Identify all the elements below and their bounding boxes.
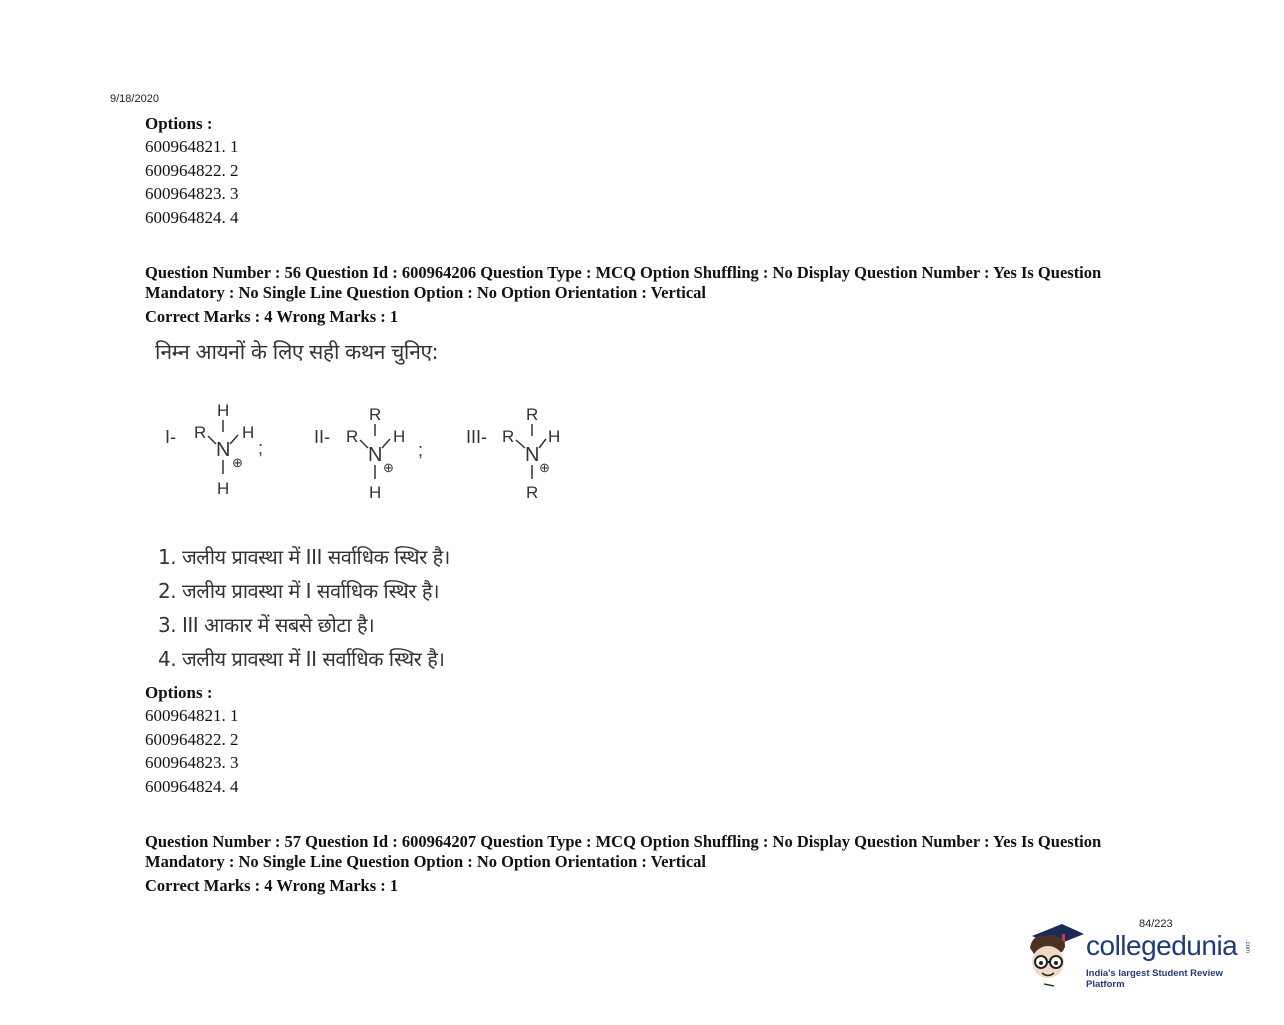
question-text: निम्न आयनों के लिए सही कथन चुनिए:	[155, 340, 439, 364]
q56-header-block	[145, 263, 1165, 327]
atom-bottom: H	[217, 479, 230, 498]
structure-label: II-	[314, 427, 330, 447]
atom-bottom: R	[526, 483, 539, 502]
structure-2	[314, 405, 423, 502]
charge-symbol: ⊕	[232, 455, 243, 470]
option-item: 600964822. 2	[145, 729, 239, 749]
option-item: 600964823. 3	[145, 184, 239, 204]
page-number: 84/223	[1139, 918, 1173, 930]
question-marks: Correct Marks : 4 Wrong Marks : 1	[145, 876, 399, 895]
atom-bottom: H	[369, 483, 382, 502]
collegedunia-logo	[1024, 918, 1264, 988]
charge-symbol: ⊕	[383, 460, 394, 475]
atom-center: N	[525, 444, 540, 466]
options-heading: Options :	[145, 683, 213, 702]
separator: ;	[418, 440, 424, 460]
option-item: 600964824. 4	[145, 777, 239, 797]
question-header-line1: Question Number : 57 Question Id : 600964207 Question Type : MCQ Option Shuffling : No Display Question Number : Yes Is Question	[145, 832, 1102, 851]
atom-top: R	[526, 405, 539, 424]
ammonium-structures-figure	[150, 398, 590, 508]
q56-options-block	[145, 682, 239, 799]
separator: ;	[258, 438, 264, 458]
question-header-line2: Mandatory : No Single Line Question Option : No Option Orientation : Vertical	[145, 852, 707, 871]
mascot-icon	[1024, 918, 1086, 988]
logo-tagline: India's largest Student Review Platform	[1086, 968, 1223, 990]
option-item: 600964824. 4	[145, 208, 239, 228]
atom-left: R	[194, 423, 207, 442]
q57-header-block	[145, 832, 1165, 896]
atom-left: R	[346, 427, 359, 446]
atom-top: H	[217, 401, 230, 420]
atom-top: R	[369, 405, 382, 424]
statement-item: 2. जलीय प्रावस्था में I सर्वाधिक स्थिर है।	[158, 579, 440, 603]
option-item: 600964821. 1	[145, 706, 239, 725]
structure-label: III-	[466, 427, 487, 447]
print-date: 9/18/2020	[110, 93, 159, 105]
question-header	[145, 832, 1165, 872]
option-item: 600964823. 3	[145, 753, 239, 773]
atom-right: H	[242, 423, 255, 442]
structure-3	[466, 405, 560, 502]
atom-left: R	[502, 427, 515, 446]
question-marks: Correct Marks : 4 Wrong Marks : 1	[145, 307, 399, 326]
statement-item: 4. जलीय प्रावस्था में II सर्वाधिक स्थिर है।	[158, 647, 445, 671]
logo-wordmark: collegedunia	[1086, 930, 1238, 961]
structure-label: I-	[165, 427, 176, 447]
structure-1	[165, 401, 263, 498]
top-options-block	[145, 113, 239, 230]
question-header-line2: Mandatory : No Single Line Question Option : No Option Orientation : Vertical	[145, 283, 707, 302]
atom-right: H	[393, 427, 406, 446]
statement-item: 1. जलीय प्रावस्था में III सर्वाधिक स्थिर है।	[158, 545, 450, 569]
atom-center: N	[216, 439, 231, 461]
option-item: 600964821. 1	[145, 137, 239, 156]
statement-item: 3. III आकार में सबसे छोटा है।	[158, 613, 375, 637]
options-heading: Options :	[145, 114, 213, 133]
atom-center: N	[368, 444, 383, 466]
logo-suffix: .com	[1244, 940, 1250, 954]
atom-right: H	[548, 427, 561, 446]
question-header	[145, 263, 1165, 303]
question-header-line1: Question Number : 56 Question Id : 600964206 Question Type : MCQ Option Shuffling : No Display Question Number : Yes Is Question	[145, 263, 1102, 282]
statements-list	[158, 540, 450, 676]
option-item: 600964822. 2	[145, 160, 239, 180]
charge-symbol: ⊕	[539, 460, 550, 475]
